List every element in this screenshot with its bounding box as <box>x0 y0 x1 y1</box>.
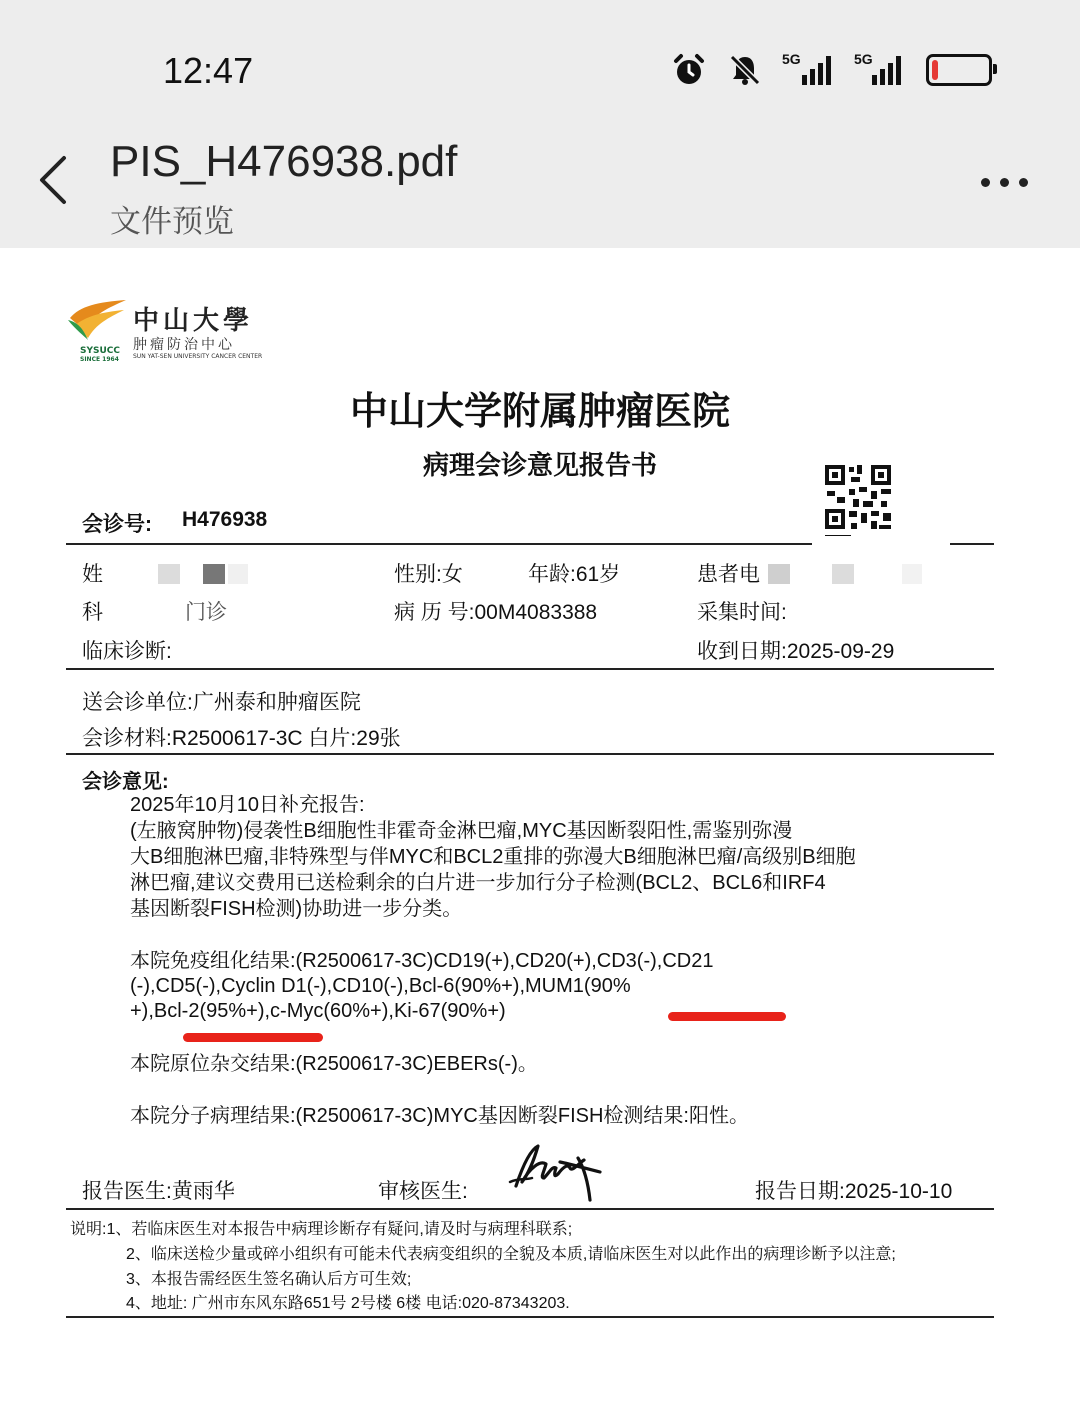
hospital-name: 中山大学附属肿瘤医院 <box>349 391 730 433</box>
record-no: 病 历 号:00M4083388 <box>394 601 598 624</box>
file-subtitle: 文件预览 <box>110 204 234 240</box>
hospital-logo-icon <box>68 296 130 346</box>
patient-name-label: 姓 <box>82 563 103 586</box>
top-bar <box>0 0 1080 248</box>
report-doctor: 报告医生:黄雨华 <box>82 1180 235 1203</box>
note-line: 说明:1、若临床医生对本报告中病理诊断存有疑问,请及时与病理科联系; <box>70 1221 573 1238</box>
reviewer-label: 审核医生: <box>378 1180 468 1203</box>
logo-since: SINCE 1964 <box>80 356 119 363</box>
patient-age: 年龄:61岁 <box>528 563 621 586</box>
molecular-result: 本院分子病理结果:(R2500617-3C)MYC基因断裂FISH检测结果:阳性。 <box>130 1105 749 1127</box>
status-icons <box>672 50 992 90</box>
signal-5g-icon-2 <box>854 51 904 85</box>
report-date: 报告日期:2025-10-10 <box>755 1180 953 1203</box>
logo-subname: 肿瘤防治中心 <box>133 337 235 353</box>
ihc-line: (-),CD5(-),Cyclin D1(-),CD10(-),Bcl-6(90%+),MUM1(90% <box>130 975 631 997</box>
consult-no: H476938 <box>182 508 268 531</box>
divider <box>66 1208 994 1210</box>
dept-label: 科 <box>82 601 103 624</box>
logo-short: SYSUCC <box>80 346 120 356</box>
consult-material: 会诊材料:R2500617-3C 白片:29张 <box>82 727 401 750</box>
redaction <box>158 564 180 584</box>
ihc-line: 本院免疫组化结果:(R2500617-3C)CD19(+),CD20(+),CD3(-),CD21 <box>130 950 714 972</box>
redaction <box>228 564 248 584</box>
red-underline-annotation <box>183 1033 323 1042</box>
opinion-line: 2025年10月10日补充报告: <box>130 794 365 816</box>
redaction <box>832 564 854 584</box>
received-date: 收到日期:2025-09-29 <box>697 640 895 663</box>
redaction <box>203 564 225 584</box>
note-line: 2、临床送检少量或碎小组织有可能未代表病变组织的全貌及本质,请临床医生对以此作出的病理诊断予以注意; <box>126 1246 896 1263</box>
report-title: 病理会诊意见报告书 <box>422 450 657 480</box>
ish-result: 本院原位杂交结果:(R2500617-3C)EBERs(-)。 <box>130 1053 538 1075</box>
network-label-2: 5G <box>854 51 873 67</box>
opinion-line: 淋巴瘤,建议交费用已送检剩余的白片进一步加行分子检测(BCL2、BCL6和IRF4 <box>130 872 826 894</box>
consult-no-label: 会诊号: <box>82 513 152 536</box>
qr-code-icon <box>825 465 893 541</box>
patient-gender: 性别:女 <box>394 563 463 586</box>
ihc-line: +),Bcl-2(95%+),c-Myc(60%+),Ki-67(90%+) <box>130 1000 506 1022</box>
divider <box>66 753 994 755</box>
opinion-line: 基因断裂FISH检测)协助进一步分类。 <box>130 898 463 920</box>
clinical-diagnosis: 临床诊断: <box>82 640 172 663</box>
file-name: PIS_H476938.pdf <box>110 137 458 186</box>
opinion-line: (左腋窝肿物)侵袭性B细胞性非霍奇金淋巴瘤,MYC基因断裂阳性,需鉴别弥漫 <box>130 820 793 842</box>
sender-unit: 送会诊单位:广州泰和肿瘤医院 <box>82 691 361 714</box>
more-options-icon[interactable] <box>981 178 1028 187</box>
redaction <box>902 564 922 584</box>
battery-level <box>932 60 938 80</box>
opinion-label: 会诊意见: <box>82 771 169 793</box>
collect-time: 采集时间: <box>697 601 787 624</box>
status-time: 12:47 <box>163 50 254 91</box>
network-label-1: 5G <box>782 51 801 67</box>
dept-value: 门诊 <box>185 601 227 624</box>
divider <box>66 668 994 670</box>
logo-name: 中山大學 <box>133 305 254 335</box>
redaction <box>768 564 790 584</box>
logo-english: SUN YAT-SEN UNIVERSITY CANCER CENTER <box>133 353 263 360</box>
mute-bell-icon <box>728 53 762 87</box>
divider <box>66 1316 994 1318</box>
alarm-icon <box>672 53 706 87</box>
signature-icon <box>508 1138 604 1204</box>
note-line: 4、地址: 广州市东风东路651号 2号楼 6楼 电话:020-87343203. <box>126 1295 570 1312</box>
note-line: 3、本报告需经医生签名确认后方可生效; <box>126 1271 412 1288</box>
patient-phone-label: 患者电 <box>697 563 760 586</box>
opinion-line: 大B细胞淋巴瘤,非特殊型与伴MYC和BCL2重排的弥漫大B细胞淋巴瘤/高级别B细胞 <box>130 846 856 868</box>
back-arrow-icon[interactable] <box>30 150 80 210</box>
redaction <box>812 536 950 548</box>
signal-5g-icon <box>782 51 834 85</box>
red-underline-annotation <box>668 1012 786 1021</box>
battery-icon <box>926 54 992 86</box>
